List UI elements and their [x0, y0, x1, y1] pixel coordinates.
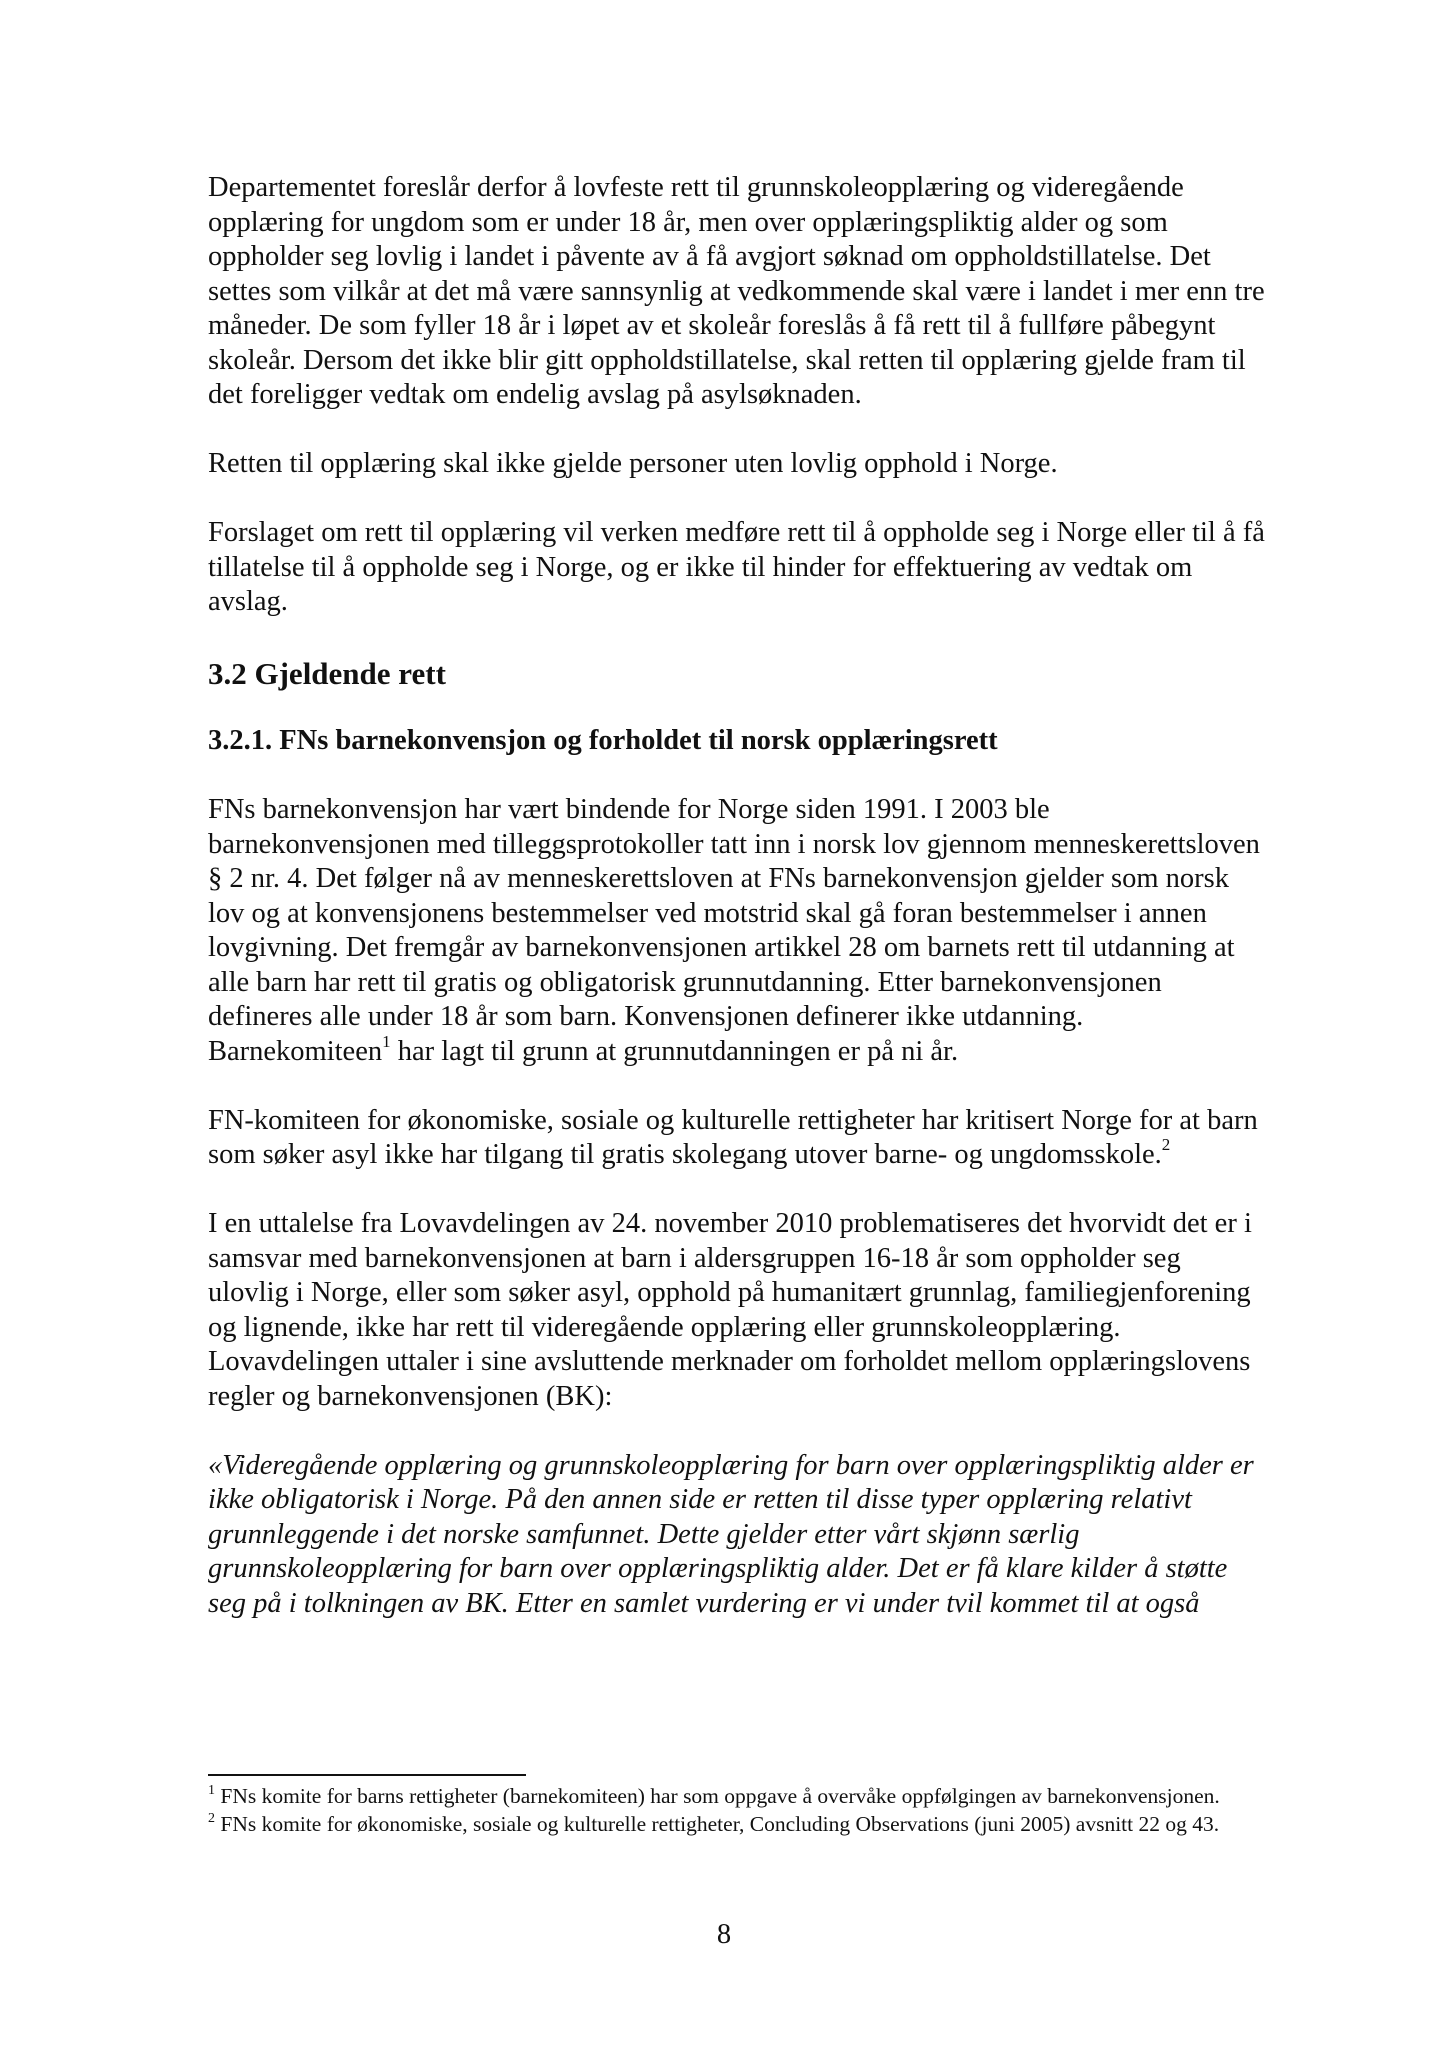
paragraph-un-committee — [208, 1104, 1268, 1173]
footnote-marker: 1 — [208, 1783, 215, 1798]
paragraph-no-residence-right: Forslaget om rett til opplæring vil verken medføre rett til å oppholde seg i Norge eller til å få tillatelse til å oppholde seg i Norge, og er ikke til hinder for effektuering av vedtak om avslag. — [208, 517, 1265, 617]
body-text — [208, 171, 1268, 1621]
paragraph-convention-text-end: har lagt til grunn at grunnutdanningen er på ni år. — [390, 1035, 959, 1067]
footnote-ref-2[interactable]: 2 — [1161, 1135, 1171, 1154]
paragraph-proposal: Departementet foreslår derfor å lovfeste rett til grunnskoleopplæring og videregående opplæring for ungdom som er under 18 år, men over opplæringspliktig alder og som oppholder seg lovlig i landet i påvente av å få avgjort søknad om oppholdstillatelse. Det settes som vilkår at det må være sannsynlig at vedkommende skal være i landet i mer enn tre måneder. De som fyller 18 år i løpet av et skoleår foreslås å få rett til å fullføre påbegynt skoleår. Dersom det ikke blir gitt oppholdstillatelse, skal retten til opplæring gjelde fram til det foreligger vedtak om endelig avslag på asylsøknaden. — [208, 172, 1265, 410]
section-heading: 3.2 Gjeldende rett — [208, 656, 446, 691]
subsection-heading: 3.2.1. FNs barnekonvensjon og forholdet til norsk opplæringsrett — [208, 725, 998, 756]
paragraph-lovavdelingen: I en uttalelse fra Lovavdelingen av 24. november 2010 problematiseres det hvorvidt det er i samsvar med barnekonvensjonen at barn i aldersgruppen 16-18 år som oppholder seg ulovlig i Norge, eller som søker asyl, opphold på humanitært grunnlag, familiegjenforening og lignende, ikke har rett til videregående opplæring eller grunnskoleopplæring. Lovavdelingen uttaler i sine avsluttende merknader om forholdet mellom opplæringslovens regler og barnekonvensjonen (BK): — [208, 1208, 1252, 1412]
paragraph-convention — [208, 793, 1268, 1069]
footnote-text: FNs komite for barns rettigheter (barnekomiteen) har som oppgave å overvåke oppfølgingen av barnekonvensjonen. — [215, 1784, 1220, 1808]
page-number: 8 — [716, 1919, 732, 1950]
footnote-ref-1[interactable]: 1 — [382, 1031, 391, 1051]
block-quote: «Videregående opplæring og grunnskoleopplæring for barn over opplæringspliktig alder er ikke obligatorisk i Norge. På den annen side er retten til disse typer opplæring relativt grunnleggende i det norske samfunnet. Dette gjelder etter vårt skjønn særlig grunnskoleopplæring for barn over opplæringspliktig alder. Det er få klare kilder å støtte seg på i tolkningen av BK. Etter en samlet vurdering er vi under tvil kommet til at også — [208, 1449, 1254, 1619]
footnote-marker: 2 — [208, 1811, 215, 1826]
paragraph-convention-text: FNs barnekonvensjon har vært bindende for Norge siden 1991. I 2003 ble barnekonvensjonen med tilleggsprotokoller tatt inn i norsk lov gjennom menneskerettsloven § 2 nr. 4. Det følger nå av menneskerettsloven at FNs barnekonvensjon gjelder som norsk lov og at konvensjonens bestemmelser ved motstrid skal gå foran bestemmelser i annen lovgivning. Det fremgår av barnekonvensjonen artikkel 28 om barnets rett til utdanning at alle barn har rett til gratis og obligatorisk grunnutdanning. Etter barnekonvensjonen defineres alle under 18 år som barn. Konvensjonen definerer ikke utdanning. Barnekomiteen — [208, 794, 1260, 1067]
footnote-text: FNs komite for økonomiske, sosiale og kulturelle rettigheter, Concluding Observations (juni 2005) avsnitt 22 og 43. — [215, 1812, 1220, 1836]
paragraph-no-lawful-stay: Retten til opplæring skal ikke gjelde personer uten lovlig opphold i Norge. — [208, 448, 1058, 479]
paragraph-un-committee-text: FN-komiteen for økonomiske, sosiale og kulturelle rettigheter har kritisert Norge for at barn som søker asyl ikke har tilgang til gratis skolegang utover barne- og ungdomsskole. — [208, 1104, 1258, 1170]
footnote-separator — [208, 1774, 526, 1776]
footnote-1 — [208, 1782, 1268, 1810]
footnotes — [208, 1782, 1268, 1838]
footnote-2 — [208, 1810, 1268, 1838]
